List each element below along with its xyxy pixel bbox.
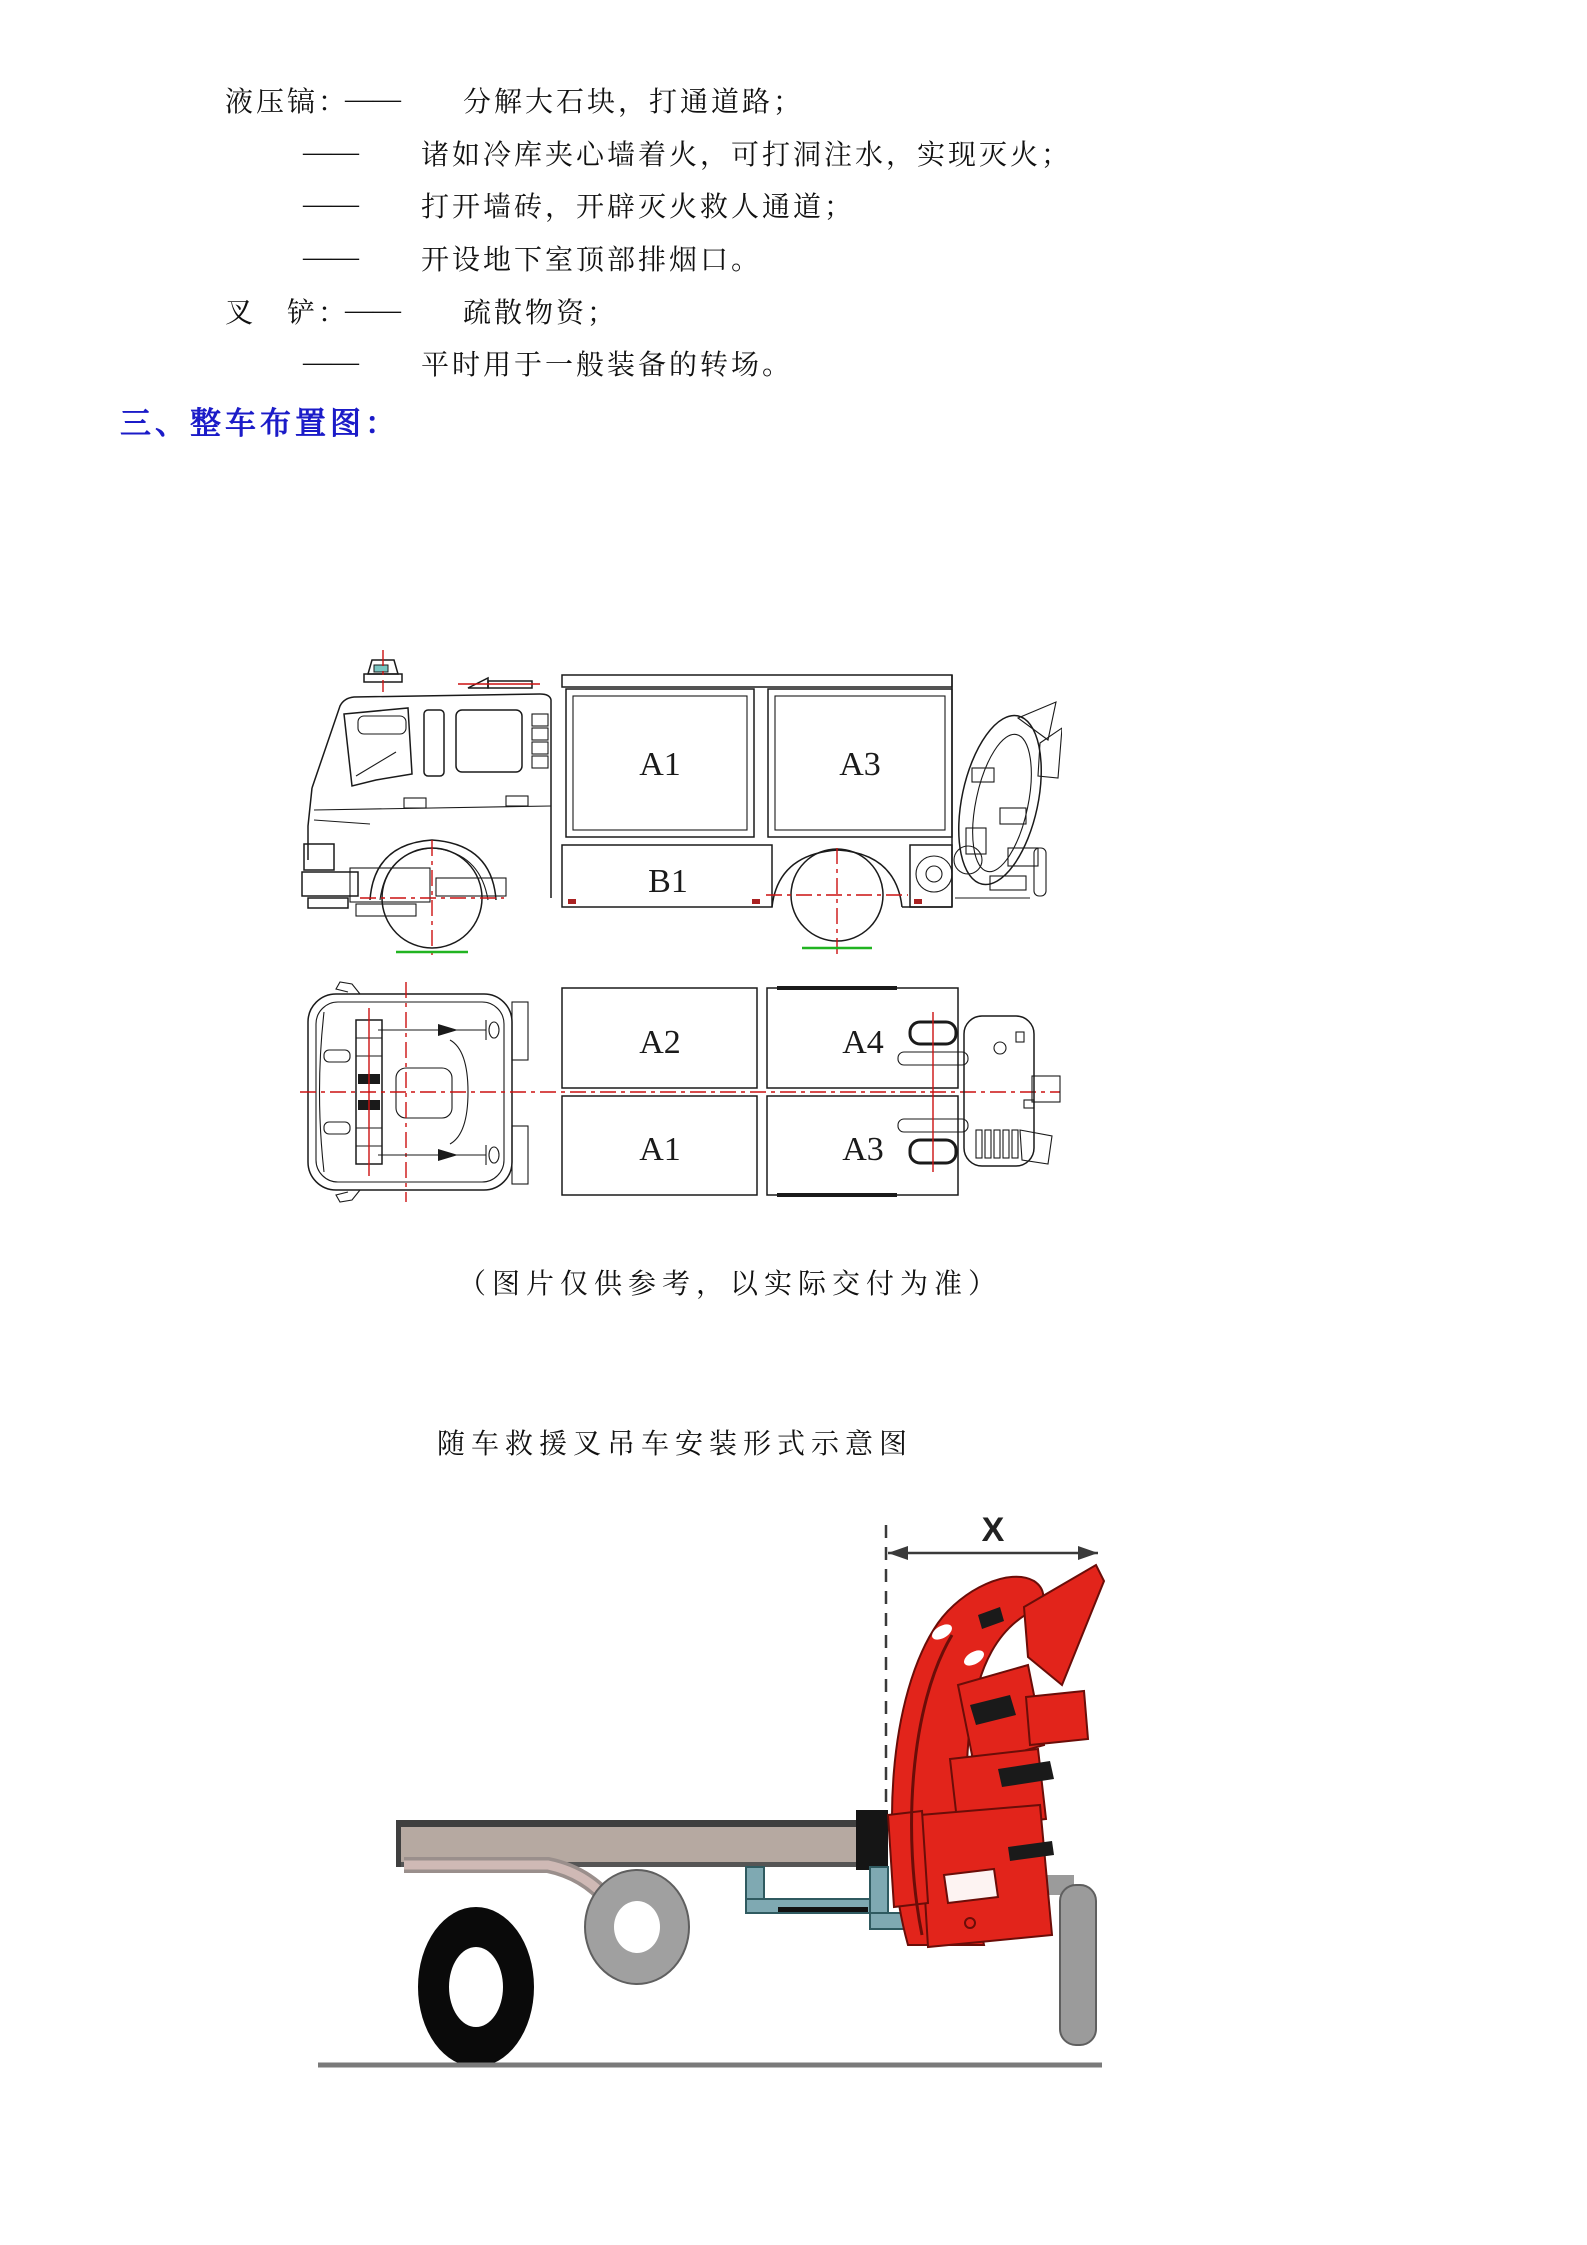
compartment-label-b1: B1 (648, 863, 688, 900)
compartment-label-a1: A1 (639, 746, 681, 783)
bullet-dash: —— (303, 242, 359, 274)
compartment-label-a3: A3 (839, 746, 881, 783)
rear-crane-plan (964, 1016, 1060, 1166)
top-view-drawing (300, 980, 1062, 1205)
dimension-label-x: X (981, 1515, 1005, 1549)
bullet-label: 叉 铲： (225, 297, 350, 329)
beacon-icon (364, 650, 402, 692)
side-view-figure (300, 648, 1062, 960)
bullet-dash: —— (303, 189, 359, 221)
bullet-line-2 (225, 127, 1072, 180)
compartment-label-a2: A2 (639, 1024, 681, 1061)
bullet-text: 平时用于一般装备的转场。 (421, 350, 794, 382)
truck-wheel-black (418, 1907, 534, 2067)
front-wheel (360, 840, 504, 958)
bullet-dash: —— (345, 84, 401, 116)
bullet-line-3 (225, 179, 1072, 232)
bullet-dash: —— (345, 294, 401, 326)
cab-side (302, 694, 551, 916)
bullet-line-4 (225, 232, 1072, 285)
body-compartments (562, 675, 952, 907)
bullet-dash: —— (303, 347, 359, 379)
compartment-label-a1: A1 (639, 1131, 681, 1168)
roof-equipment-arrow-bottom (378, 1145, 499, 1165)
rear-wheel (766, 848, 908, 954)
bullet-label: 液压镐： (225, 87, 350, 119)
air-horn-icon (458, 678, 540, 688)
bullet-line-5 (225, 284, 1072, 337)
bullet-text: 诸如冷库夹心墙着火，可打洞注水，实现灭火； (421, 139, 1073, 171)
crane-schematic (310, 1515, 1110, 2075)
rear-crane-side (916, 702, 1062, 898)
compartment-label-a3: A3 (842, 1131, 884, 1168)
reference-caption: （图片仅供参考，以实际交付为准） (457, 1269, 1002, 1300)
bullet-dash: —— (303, 136, 359, 168)
bullet-text: 打开墙砖，开辟灭火救人通道； (421, 192, 856, 224)
hydraulic-pick-bullets (225, 74, 1072, 390)
crane-mount-bracket (856, 1810, 888, 1870)
lower-compartment (562, 845, 952, 907)
crane-installation-figure (310, 1515, 1110, 2075)
truck-wheel-gray (585, 1870, 689, 1984)
bullet-text: 疏散物资； (463, 297, 619, 329)
bullet-line-6 (225, 337, 1072, 390)
bullet-text: 分解大石块，打通道路； (463, 87, 805, 119)
bullet-line-1 (225, 74, 1072, 127)
bullet-text: 开设地下室顶部排烟口。 (421, 245, 763, 277)
stabiliser-leg (1046, 1875, 1096, 2045)
section-heading: 三、整车布置图： (120, 406, 400, 441)
top-view-figure (300, 980, 1062, 1205)
roof-equipment-arrow-top (378, 1020, 499, 1040)
crane-figure-title: 随车救援叉吊车安装形式示意图 (436, 1429, 913, 1460)
compartment-label-a4: A4 (842, 1024, 884, 1061)
side-view-drawing (300, 648, 1062, 960)
